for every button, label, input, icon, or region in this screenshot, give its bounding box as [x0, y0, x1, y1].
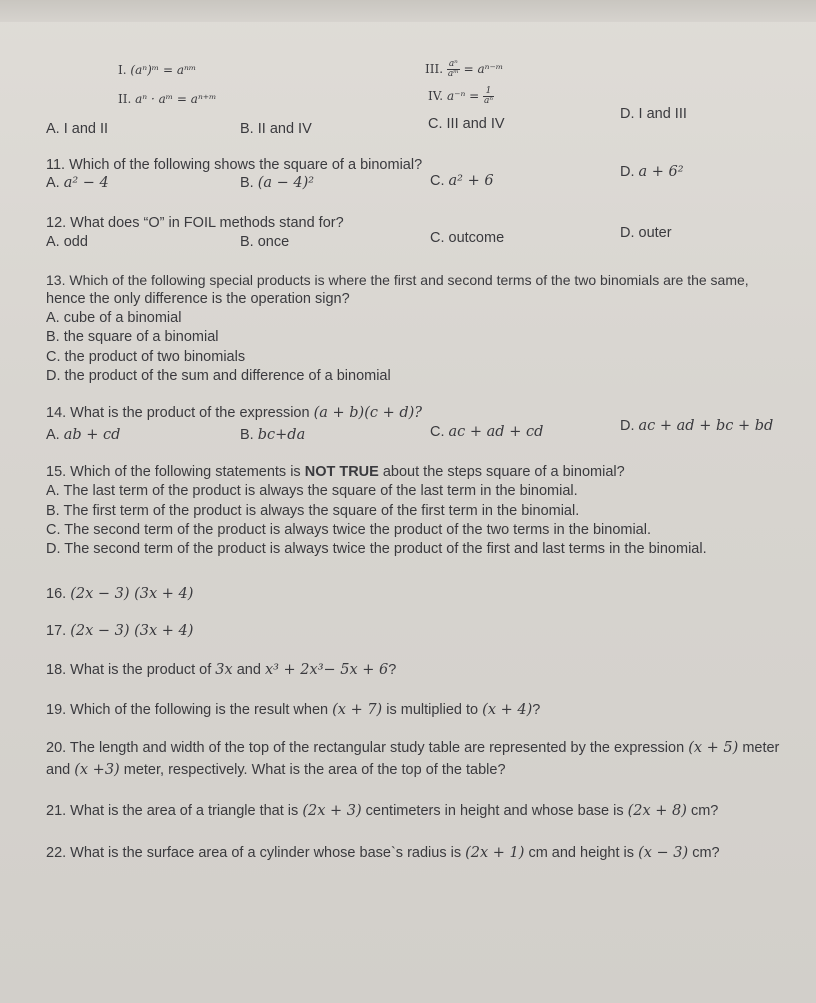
statement-label: III.: [425, 62, 444, 76]
stem-text: and: [46, 762, 71, 778]
question-22: [46, 845, 720, 862]
fraction-numerator: aⁿ: [448, 59, 458, 69]
question-16: [46, 586, 193, 603]
stem-text: cm?: [692, 845, 720, 861]
stem-expr: (2x + 3): [302, 803, 362, 819]
stem-text: 14. What is the product of the expression: [46, 405, 310, 421]
statement-expr: aⁿ · aᵐ = aⁿ⁺ᵐ: [135, 92, 217, 106]
choice-expr: ac + ad + bc + bd: [638, 418, 774, 434]
choice-a: A. The last term of the product is always the square of the last term in the binomial.: [46, 483, 578, 499]
stem-emphasis: NOT TRUE: [304, 464, 379, 480]
choice-a: A. I and II: [46, 121, 109, 137]
question-13-stem-line2: hence the only difference is the operation sign?: [46, 291, 350, 307]
choice-label: D.: [620, 164, 635, 180]
choice-b: B. The first term of the product is always the square of the first term in the binomial.: [46, 503, 580, 519]
choice-b: [240, 175, 314, 192]
choice-expr: ab + cd: [63, 427, 121, 443]
choice-c: C. The second term of the product is always twice the product of the two terms in the binomial.: [46, 522, 651, 538]
stem-expr: (a + b)(c + d)?: [313, 405, 423, 421]
choice-c: C. III and IV: [428, 116, 505, 132]
choice-a: A. cube of a binomial: [46, 310, 182, 326]
choice-d: [620, 418, 773, 435]
choice-c: C. the product of two binomials: [46, 349, 246, 365]
question-12-stem: 12. What does “O” in FOIL methods stand for?: [46, 215, 344, 231]
stem-expr: (x − 3): [638, 845, 689, 861]
question-21: [46, 803, 718, 820]
stem-text: meter, respectively. What is the area of the top of the table?: [123, 762, 506, 778]
statement-label: II.: [118, 92, 132, 106]
choice-c: C. outcome: [430, 230, 505, 246]
choice-label: D.: [620, 418, 635, 434]
stem-expr: (x +3): [74, 762, 120, 778]
choice-d: D. the product of the sum and difference of a binomial: [46, 368, 391, 384]
stem-text: meter: [742, 740, 780, 756]
statement-iii: [425, 60, 503, 79]
question-14-stem: [46, 405, 422, 422]
statement-label: I.: [118, 63, 127, 77]
statement-iv: [428, 87, 494, 106]
question-17: [46, 623, 193, 640]
question-expr: (2x − 3) (3x + 4): [70, 586, 194, 602]
stem-text: cm and height is: [528, 845, 635, 861]
choice-label: A.: [46, 427, 60, 443]
stem-expr: (x + 5): [688, 740, 739, 756]
question-20-line1: [46, 740, 779, 757]
fraction-denominator: aⁿ: [484, 96, 494, 106]
choice-a: [46, 427, 120, 444]
choice-expr: bc+da: [257, 427, 306, 443]
stem-text: ?: [388, 662, 397, 678]
stem-text: ?: [532, 702, 541, 718]
stem-text: 18. What is the product of: [46, 662, 212, 678]
choice-d: D. outer: [620, 225, 672, 241]
choice-expr: ac + ad + cd: [448, 424, 544, 440]
choice-b: B. the square of a binomial: [46, 329, 219, 345]
fraction: [447, 60, 460, 79]
choice-b: B. II and IV: [240, 121, 312, 137]
choice-b: [240, 427, 305, 444]
statement-i: [118, 62, 196, 79]
choice-expr: a² − 4: [63, 175, 109, 191]
stem-expr: (x + 4): [482, 702, 533, 718]
choice-a: A. odd: [46, 234, 88, 250]
choice-expr: a² + 6: [448, 173, 494, 189]
fraction-numerator: 1: [483, 87, 494, 97]
question-19: [46, 702, 540, 719]
question-number: 16.: [46, 586, 67, 602]
fraction-denominator: aᵐ: [447, 69, 459, 79]
stem-expr: 3x: [215, 662, 233, 678]
question-15-stem: [46, 464, 625, 481]
stem-text: 15. Which of the following statements is: [46, 464, 301, 480]
choice-label: B.: [240, 175, 254, 191]
choice-d: D. I and III: [620, 106, 687, 122]
stem-text: 19. Which of the following is the result when: [46, 702, 329, 718]
stem-expr: (2x + 1): [465, 845, 525, 861]
choice-d: D. The second term of the product is always twice the product of the first and last terms in the binomial.: [46, 541, 707, 557]
statement-ii: [118, 91, 217, 108]
question-13-stem-line1: 13. Which of the following special products is where the first and second terms of the two binomials are the same,: [46, 272, 749, 288]
stem-text: cm?: [690, 803, 719, 819]
choice-c: [430, 424, 543, 441]
choice-d: [620, 164, 684, 181]
stem-text: and: [236, 662, 261, 678]
stem-text: 22. What is the surface area of a cylinder whose base`s radius is: [46, 845, 462, 861]
question-expr: (2x − 3) (3x + 4): [70, 623, 194, 639]
stem-text: about the steps square of a binomial?: [382, 464, 625, 480]
statement-rhs: = aⁿ⁻ᵐ: [463, 62, 504, 76]
choice-label: C.: [430, 173, 445, 189]
stem-expr: (2x + 8): [627, 803, 687, 819]
choice-label: A.: [46, 175, 60, 191]
choice-a: [46, 175, 109, 192]
choice-label: B.: [240, 427, 254, 443]
statement-lhs: a⁻ⁿ =: [446, 89, 480, 103]
stem-text: centimeters in height and whose base is: [365, 803, 624, 819]
choice-expr: (a − 4)²: [257, 175, 315, 191]
stem-expr: (x + 7): [332, 702, 383, 718]
question-number: 17.: [46, 623, 67, 639]
stem-expr: x³ + 2x³− 5x + 6: [264, 662, 389, 678]
choice-c: [430, 173, 494, 190]
choice-expr: a + 6²: [638, 164, 684, 180]
statement-label: IV.: [428, 89, 444, 103]
stem-text: 20. The length and width of the top of the rectangular study table are represented by the expression: [46, 740, 685, 756]
question-18: [46, 662, 396, 679]
stem-text: is multiplied to: [386, 702, 479, 718]
choice-label: C.: [430, 424, 445, 440]
question-11-stem: 11. Which of the following shows the square of a binomial?: [46, 157, 423, 173]
page-top-edge: [0, 0, 816, 22]
fraction: [483, 87, 494, 106]
choice-b: B. once: [240, 234, 290, 250]
stem-text: 21. What is the area of a triangle that is: [46, 803, 299, 819]
statement-expr: (aⁿ)ᵐ = aⁿᵐ: [130, 63, 197, 77]
question-20-line2: [46, 762, 506, 779]
